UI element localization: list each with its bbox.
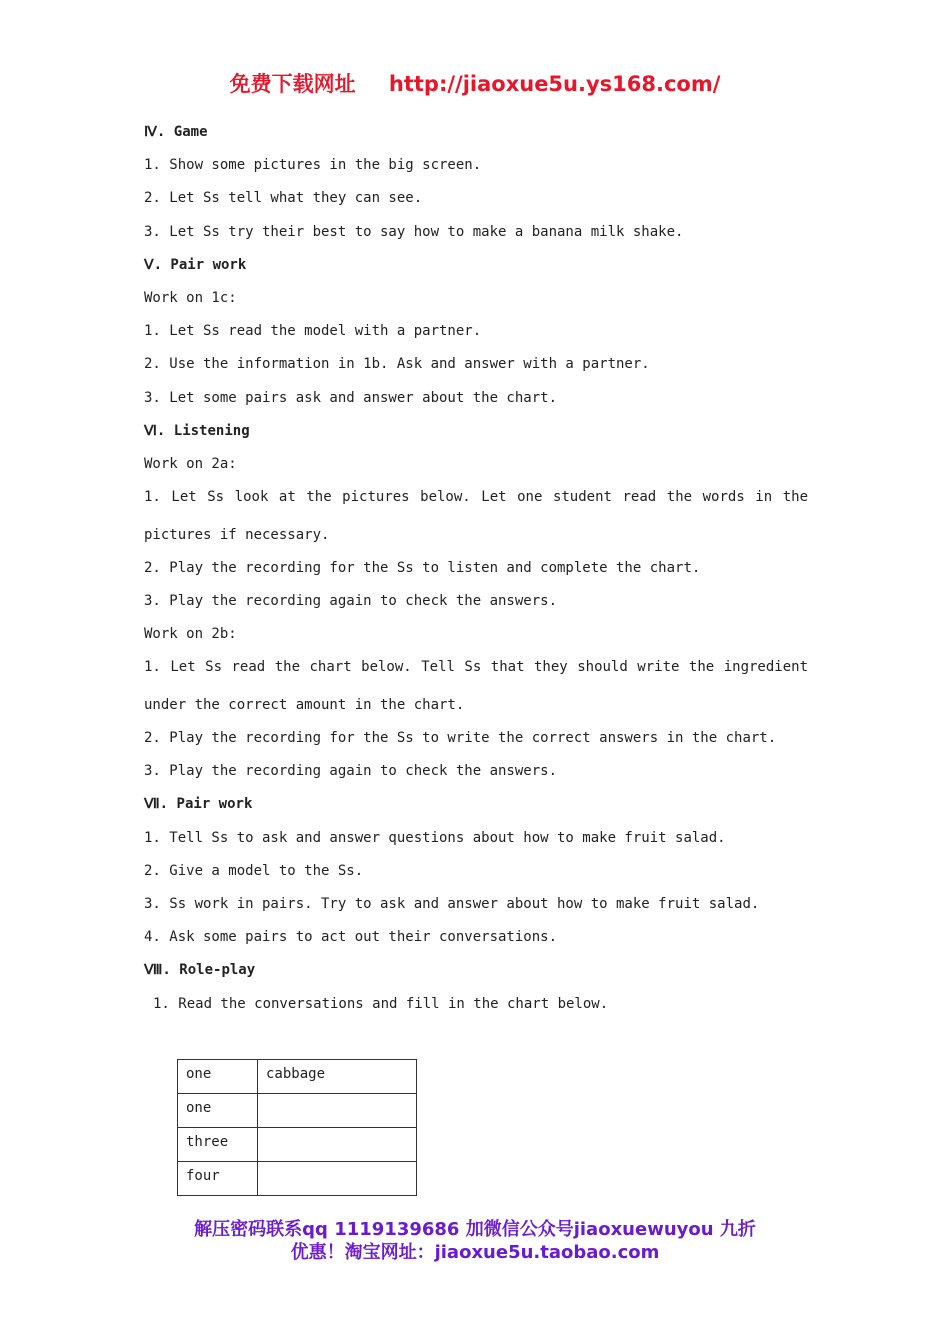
table-row [178, 1162, 417, 1196]
ingredient-cell [258, 1094, 417, 1128]
ingredient-cell: cabbage [258, 1060, 417, 1094]
section-heading: Ⅴ. Pair work [144, 256, 247, 273]
text-line: 2. Use the information in 1b. Ask and answer with a partner. [144, 356, 650, 373]
text-line: 1. Let Ss read the model with a partner. [144, 323, 482, 340]
text-line: 2. Give a model to the Ss. [144, 862, 364, 879]
text-line: Work on 1c: [144, 289, 237, 306]
amount-cell: one [178, 1060, 258, 1094]
text-line: 1. Let Ss read the chart below. Tell Ss that they should write the ingredient [144, 659, 808, 676]
ingredient-cell [258, 1162, 417, 1196]
text-line: under the correct amount in the chart. [144, 696, 465, 713]
text-line: 1. Show some pictures in the big screen. [144, 157, 482, 174]
text-line: 2. Play the recording for the Ss to write the correct answers in the chart. [144, 730, 777, 746]
table-row [178, 1094, 417, 1128]
text-line: 4. Ask some pairs to act out their conversations. [144, 929, 558, 946]
text-line: 3. Let some pairs ask and answer about the chart. [144, 389, 558, 406]
page-header [0, 68, 950, 98]
text-line: 2. Play the recording for the Ss to listen and complete the chart. [144, 559, 701, 576]
amount-cell: four [178, 1162, 258, 1196]
text-line: 3. Play the recording again to check the answers. [144, 763, 558, 780]
header-label: 免费下载网址 [229, 72, 356, 96]
text-line: 2. Let Ss tell what they can see. [144, 190, 423, 207]
text-line: 1. Tell Ss to ask and answer questions about how to make fruit salad. [144, 829, 726, 846]
section-heading: Ⅷ. Role-play [144, 962, 256, 979]
footer-line-1: 解压密码联系qq 1119139686 加微信公众号jiaoxuewuyou 九折 [194, 1219, 756, 1240]
fill-in-chart [177, 1059, 417, 1196]
section-heading: Ⅵ. Listening [144, 422, 250, 439]
section-heading: Ⅶ. Pair work [144, 796, 253, 813]
footer-line-2: 优惠！淘宝网址：jiaoxue5u.taobao.com [290, 1242, 660, 1263]
header-url[interactable]: http://jiaoxue5u.ys168.com/ [388, 72, 721, 96]
section-heading: Ⅳ. Game [144, 124, 208, 140]
amount-cell: one [178, 1094, 258, 1128]
text-line: 3. Let Ss try their best to say how to make a banana milk shake. [144, 223, 684, 240]
amount-cell: three [178, 1128, 258, 1162]
table-row [178, 1060, 417, 1094]
text-line: 3. Ss work in pairs. Try to ask and answer about how to make fruit salad. [144, 895, 760, 912]
text-line: 1. Let Ss look at the pictures below. Let one student read the words in the [144, 489, 808, 506]
ingredient-cell [258, 1128, 417, 1162]
text-line: Work on 2a: [144, 455, 237, 472]
text-line: Work on 2b: [144, 626, 237, 643]
table-row [178, 1128, 417, 1162]
text-line: pictures if necessary. [144, 526, 330, 543]
document-body [144, 120, 808, 1025]
text-line: 1. Read the conversations and fill in the chart below. [153, 995, 609, 1012]
text-line: 3. Play the recording again to check the answers. [144, 592, 558, 609]
page-footer [0, 1218, 950, 1264]
